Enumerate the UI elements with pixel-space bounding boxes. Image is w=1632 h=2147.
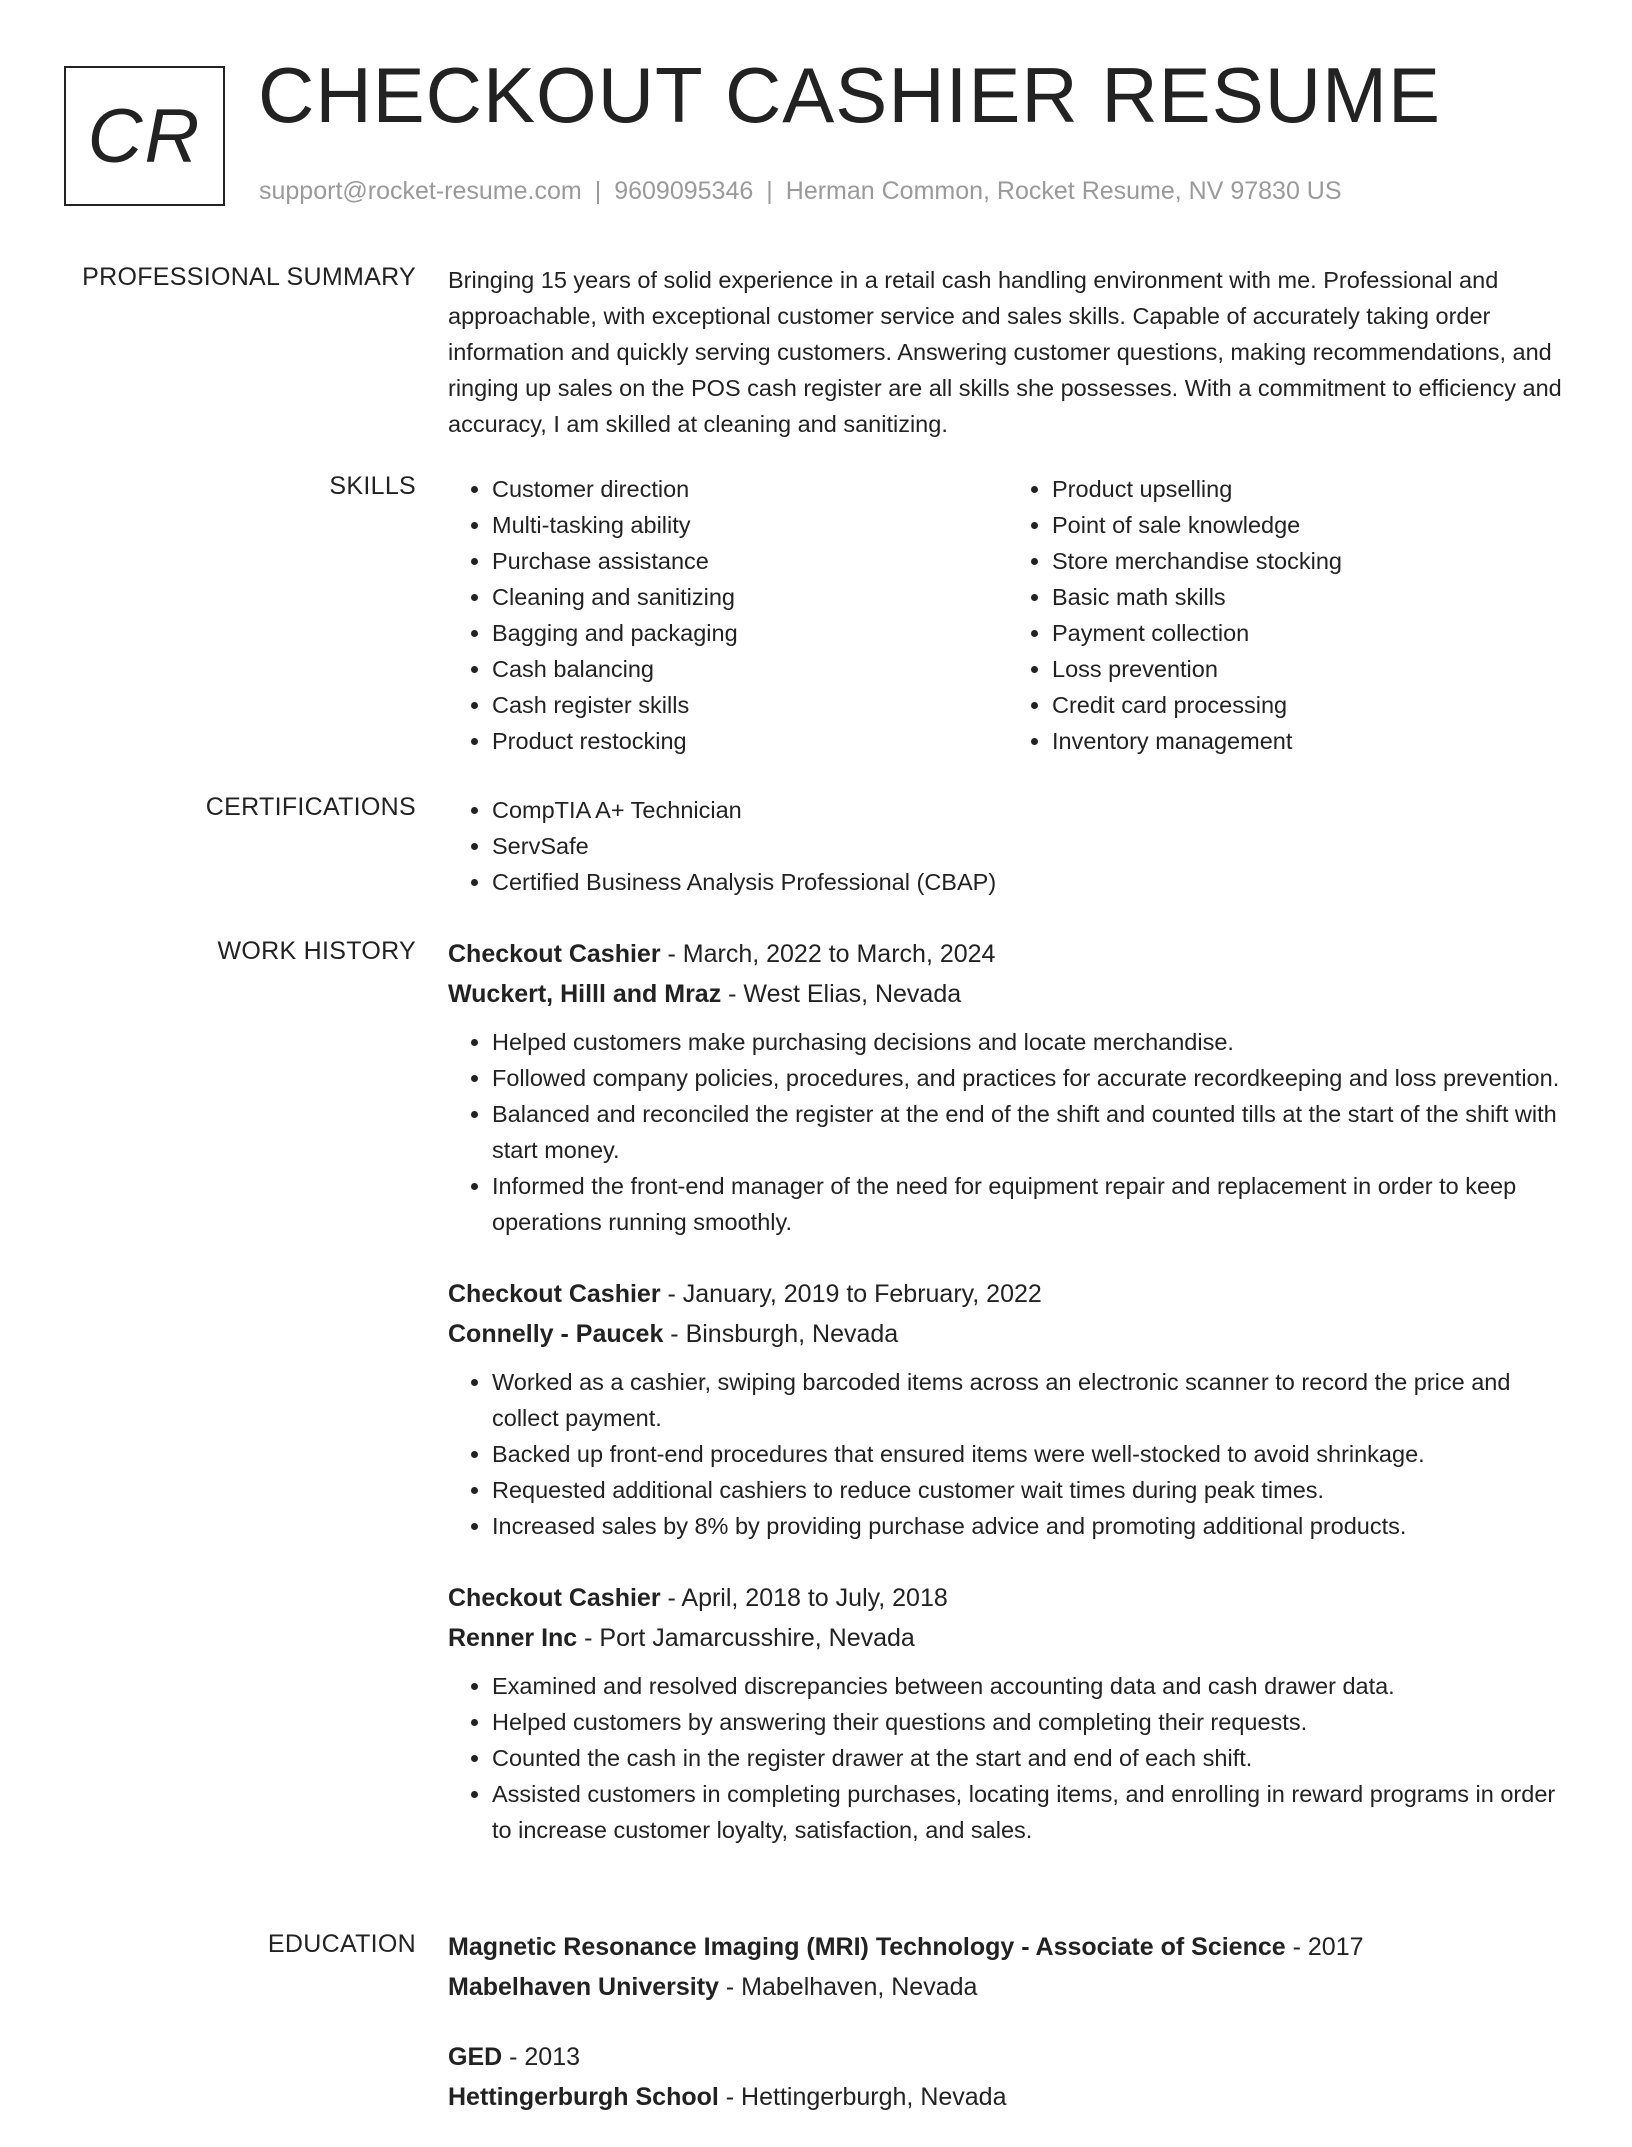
job-bullet: • Assisted customers in completing purchases, locating items, and enrolling in reward programs in order to increase customer loyalty, satisfaction, and sales.: [492, 1776, 1568, 1848]
education-entry: [448, 2037, 1568, 2117]
job-bullet: • Counted the cash in the register drawer at the start and end of each shift.: [492, 1740, 1568, 1776]
job-bullet: • Followed company policies, procedures, and practices for accurate recordkeeping and loss prevention.: [492, 1060, 1568, 1096]
job-bullet: • Backed up front-end procedures that ensured items were well-stocked to avoid shrinkage.: [492, 1436, 1568, 1472]
skill-item: • Cash balancing: [492, 651, 1008, 687]
job-role: Checkout Cashier: [448, 1584, 661, 1612]
education-degree-line: [448, 1927, 1568, 1967]
job-dates: - March, 2022 to March, 2024: [660, 940, 996, 968]
contact-separator: |: [594, 177, 602, 205]
certification-item: • Certified Business Analysis Professional (CBAP): [492, 864, 1568, 900]
job-bullet: • Requested additional cashiers to reduce customer wait times during peak times.: [492, 1472, 1568, 1508]
education-degree-line: [448, 2037, 1568, 2077]
job-company: Renner Inc: [448, 1624, 578, 1652]
skill-item: • Store merchandise stocking: [1052, 543, 1568, 579]
job-company-line: [448, 1314, 1568, 1354]
skill-item: • Customer direction: [492, 471, 1008, 507]
contact-line: [259, 176, 1342, 206]
skill-item: • Inventory management: [1052, 723, 1568, 759]
job-bullets: [448, 1364, 1568, 1544]
job-location: - Binsburgh, Nevada: [663, 1320, 899, 1348]
skills-list-right: [1008, 471, 1568, 759]
job-company: Connelly - Paucek: [448, 1320, 664, 1348]
summary-body: [448, 262, 1568, 442]
education-body: [448, 1927, 1568, 2147]
skill-item: • Product upselling: [1052, 471, 1568, 507]
job-bullet: • Examined and resolved discrepancies between accounting data and cash drawer data.: [492, 1668, 1568, 1704]
contact-email[interactable]: support@rocket-resume.com: [259, 177, 582, 205]
summary-text: Bringing 15 years of solid experience in a retail cash handling environment with me. Professional and approachable, with exceptional customer service and sales skills. Capable of accurately taking order information and quickly serving customers. Answering customer questions, making recommendations, and ringing up sales on the POS cash register are all skills she possesses. With a commitment to efficiency and accuracy, I am skilled at cleaning and sanitizing.: [448, 267, 1562, 437]
job-location: - West Elias, Nevada: [721, 980, 962, 1008]
certifications-list: [448, 792, 1568, 900]
education-school: Hettingerburgh School: [448, 2083, 719, 2111]
section-title-summary: PROFESSIONAL SUMMARY: [82, 263, 416, 291]
section-title-skills: SKILLS: [329, 472, 416, 500]
skill-item: • Multi-tasking ability: [492, 507, 1008, 543]
education-location: - Hettingerburgh, Nevada: [718, 2083, 1007, 2111]
education-location: - Mabelhaven, Nevada: [718, 1973, 978, 2001]
skill-item: • Purchase assistance: [492, 543, 1008, 579]
job-bullets: [448, 1668, 1568, 1848]
skill-item: • Basic math skills: [1052, 579, 1568, 615]
job-entry: [448, 1578, 1568, 1848]
section-title-certifications: CERTIFICATIONS: [205, 793, 416, 821]
job-role: Checkout Cashier: [448, 940, 661, 968]
job-bullet: • Helped customers by answering their questions and completing their requests.: [492, 1704, 1568, 1740]
contact-address: Herman Common, Rocket Resume, NV 97830 US: [785, 177, 1342, 205]
job-location: - Port Jamarcusshire, Nevada: [577, 1624, 915, 1652]
education-school-line: [448, 2077, 1568, 2117]
section-title-work-history: WORK HISTORY: [217, 937, 416, 965]
education-degree: GED: [448, 2043, 503, 2071]
education-entry: [448, 1927, 1568, 2007]
skill-item: • Cash register skills: [492, 687, 1008, 723]
skill-item: • Loss prevention: [1052, 651, 1568, 687]
page-title: CHECKOUT CASHIER RESUME: [258, 51, 1442, 139]
skill-item: • Cleaning and sanitizing: [492, 579, 1008, 615]
job-title-line: [448, 1578, 1568, 1618]
job-entry: [448, 934, 1568, 1240]
section-title-education: EDUCATION: [267, 1930, 416, 1958]
work-history-body: [448, 934, 1568, 1882]
job-title-line: [448, 934, 1568, 974]
certification-item: • ServSafe: [492, 828, 1568, 864]
job-bullet: • Helped customers make purchasing decisions and locate merchandise.: [492, 1024, 1568, 1060]
skill-item: • Credit card processing: [1052, 687, 1568, 723]
skill-item: • Bagging and packaging: [492, 615, 1008, 651]
skill-item: • Product restocking: [492, 723, 1008, 759]
skills-grid: [448, 471, 1568, 759]
education-school-line: [448, 1967, 1568, 2007]
education-degree: Magnetic Resonance Imaging (MRI) Technology - Associate of Science: [448, 1933, 1286, 1961]
job-bullet: • Informed the front-end manager of the need for equipment repair and replacement in order to keep operations running smoothly.: [492, 1168, 1568, 1240]
education-year: - 2013: [502, 2043, 581, 2071]
contact-separator: |: [766, 177, 773, 205]
job-dates: - January, 2019 to February, 2022: [660, 1280, 1042, 1308]
job-bullet: • Balanced and reconciled the register at the end of the shift and counted tills at the start of the shift with start money.: [492, 1096, 1568, 1168]
job-company: Wuckert, Hilll and Mraz: [448, 980, 722, 1008]
skill-item: • Point of sale knowledge: [1052, 507, 1568, 543]
job-company-line: [448, 1618, 1568, 1658]
job-title-line: [448, 1274, 1568, 1314]
job-bullets: [448, 1024, 1568, 1240]
job-bullet: • Increased sales by 8% by providing purchase advice and promoting additional products.: [492, 1508, 1568, 1544]
job-entry: [448, 1274, 1568, 1544]
job-dates: - April, 2018 to July, 2018: [660, 1584, 948, 1612]
education-year: - 2017: [1285, 1933, 1364, 1961]
certification-item: • CompTIA A+ Technician: [492, 792, 1568, 828]
skill-item: • Payment collection: [1052, 615, 1568, 651]
job-bullet: • Worked as a cashier, swiping barcoded items across an electronic scanner to record the price and collect payment.: [492, 1364, 1568, 1436]
job-role: Checkout Cashier: [448, 1280, 661, 1308]
job-company-line: [448, 974, 1568, 1014]
contact-phone[interactable]: 9609095346: [614, 177, 754, 205]
skills-list-left: [448, 471, 1008, 759]
education-school: Mabelhaven University: [448, 1973, 719, 2001]
certifications-body: [448, 792, 1568, 900]
monogram-logo: CR: [64, 66, 225, 206]
